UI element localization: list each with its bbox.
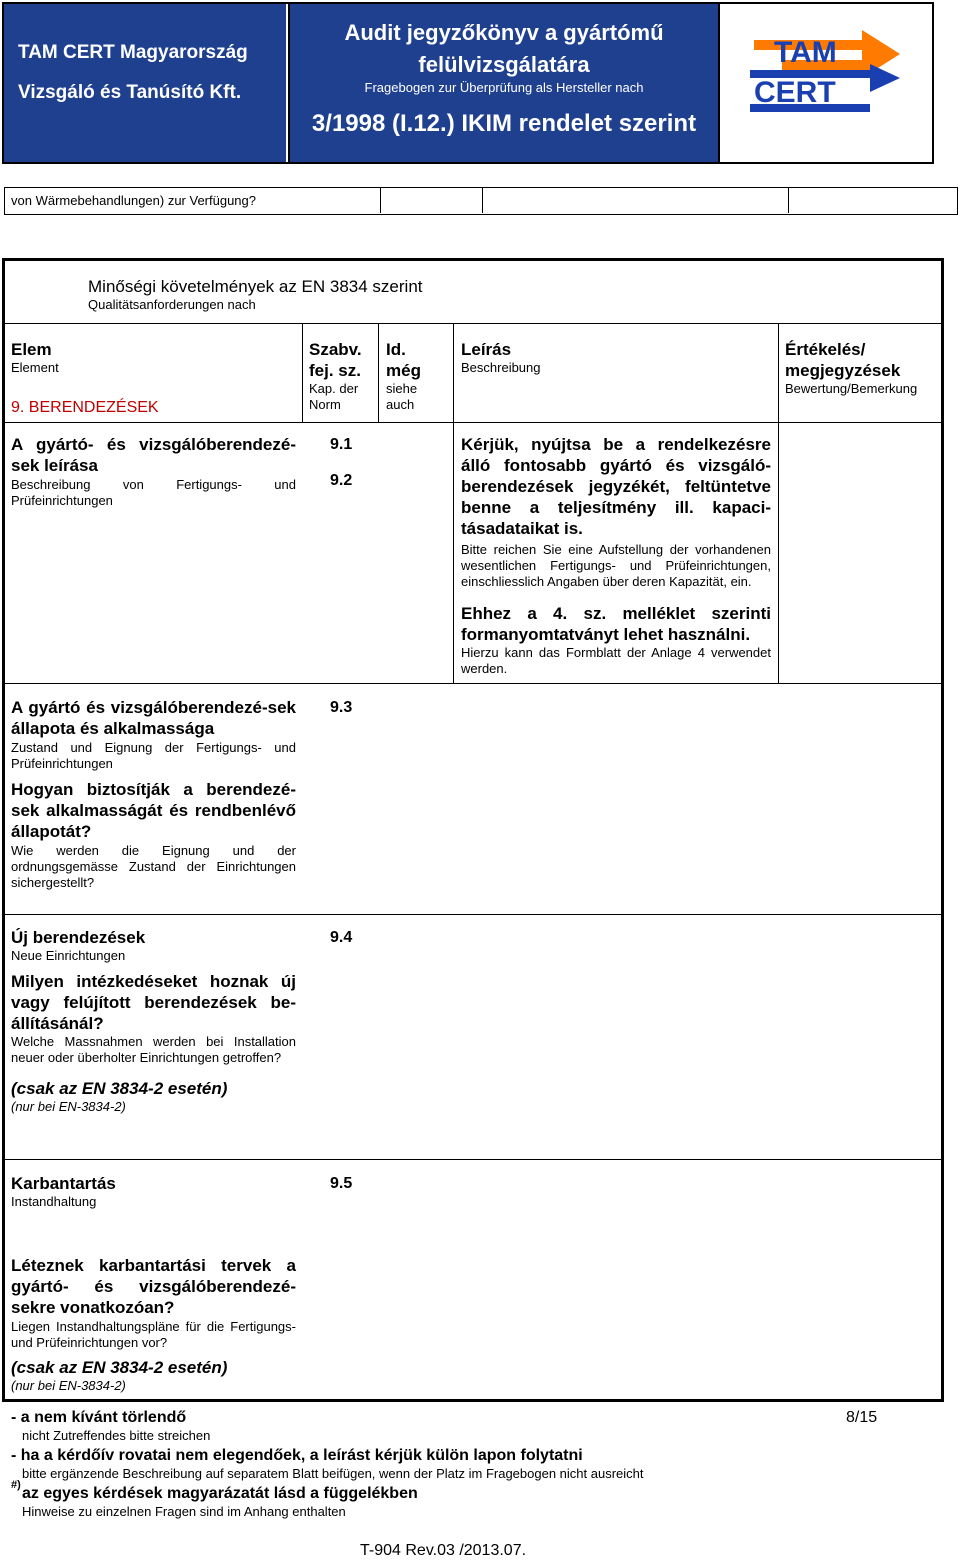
row-description-note: Ehhez a 4. sz. melléklet szerinti formanyomtatványt lehet használni. (461, 604, 771, 644)
page-number: 8/15 (846, 1409, 878, 1426)
row-norm-ref: 9.4 (330, 929, 353, 946)
footer-note-de: Hinweise zu einzelnen Fragen sind im Anhang enthalten (22, 1504, 346, 1519)
row-norm-ref: 9.2 (330, 472, 353, 489)
row-element-de: Zustand und Eignung der Fertigungs- und Prüfeinrichtungen (11, 740, 296, 771)
col-elem-header: Elem (11, 340, 52, 359)
header-company-cell (4, 4, 286, 162)
col-elem-header-de: Element (11, 360, 59, 375)
doc-title-line1: Audit jegyzőkönyv a gyártómű (344, 20, 664, 45)
row-question: Milyen intézkedéseket hoznak új vagy felújított berendezések be-állításánál? (11, 972, 296, 1033)
col-norm-header-de: Kap. der (309, 381, 359, 396)
col-norm-header-de: Norm (309, 397, 341, 412)
col-norm-header: Szabv. (309, 340, 362, 359)
continuation-row (4, 187, 958, 215)
doc-title-line2: felülvizsgálatára (418, 52, 590, 77)
row-question: Léteznek karbantartási tervek a gyártó- és vizsgálóberendezé-sekre vonatkozóan? (11, 1256, 296, 1317)
column-divider (788, 187, 789, 213)
header-logo-cell (720, 4, 928, 162)
col-eval-header-de: Bewertung/Bemerkung (785, 381, 918, 396)
regulation-title: 3/1998 (I.12.) IKIM rendelet szerint (311, 110, 697, 137)
row-element: A gyártó és vizsgálóberendezé-sek állapota és alkalmassága (11, 698, 296, 738)
row-applicability-note: (csak az EN 3834-2 esetén) (11, 1358, 228, 1377)
section-name: 9. BERENDEZÉSEK (11, 399, 159, 416)
doc-subtitle: Fragebogen zur Überprüfung als Hersteller nach (364, 80, 644, 95)
section-subtitle: Qualitätsanforderungen nach (88, 297, 256, 312)
continuation-text: von Wärmebehandlungen) zur Verfügung? (11, 193, 256, 208)
column-divider (482, 187, 483, 213)
row-description: Kérjük, nyújtsa be a rendelkezésre álló fontosabb gyártó és vizsgáló-berendezések jegyzékét, feltüntetve benne a teljesítmény ill. kapaci-tásadataikat is. (461, 435, 771, 538)
row-element-de: Neue Einrichtungen (11, 948, 126, 963)
company-subname: Vizsgáló és Tanúsító Kft. (18, 82, 242, 103)
footnote-mark: #) (11, 1479, 21, 1491)
col-desc-header-de: Beschreibung (461, 360, 541, 375)
col-ref-header: még (386, 361, 421, 380)
col-eval-header: megjegyzések (785, 361, 901, 380)
section-title: Minőségi követelmények az EN 3834 szerint (88, 277, 423, 296)
column-divider (380, 187, 381, 213)
column-divider (378, 323, 379, 423)
row-element: A gyártó- és vizsgálóberendezé-sek leírása (11, 435, 296, 475)
footer-note-de: nicht Zutreffendes bitte streichen (22, 1428, 211, 1443)
tam-cert-logo (744, 20, 904, 120)
footer-note-de: bitte ergänzende Beschreibung auf separatem Blatt beifügen, wenn der Platz im Fragebogen nicht ausreicht (22, 1466, 644, 1481)
row-element-de: Instandhaltung (11, 1194, 97, 1209)
col-ref-header-de: siehe (386, 381, 418, 396)
col-ref-header-de: auch (386, 397, 415, 412)
col-desc-header: Leírás (461, 340, 512, 359)
column-divider (453, 323, 454, 684)
row-element: Karbantartás (11, 1174, 116, 1193)
svg-text:CERT: CERT (754, 76, 836, 109)
svg-text:TAM: TAM (774, 36, 837, 69)
row-description-note-de: Hierzu kann das Formblatt der Anlage 4 verwendet werden. (461, 645, 771, 676)
row-applicability-note-de: (nur bei EN-3834-2) (11, 1099, 126, 1114)
row-norm-ref: 9.5 (330, 1175, 353, 1192)
row-norm-ref: 9.3 (330, 699, 353, 716)
row-element-de: Beschreibung von Fertigungs- und Prüfeinrichtungen (11, 477, 296, 508)
row-applicability-note-de: (nur bei EN-3834-2) (11, 1378, 126, 1393)
row-element: Új berendezések (11, 928, 146, 947)
row-question: Hogyan biztosítják a berendezé-sek alkalmasságát és rendbenlévő állapotát? (11, 780, 296, 841)
column-divider (302, 323, 303, 423)
row-question-de: Liegen Instandhaltungspläne für die Fertigungs- und Prüfeinrichtungen vor? (11, 1319, 296, 1350)
col-ref-header: Id. (386, 340, 406, 359)
footer-note: - a nem kívánt törlendő (11, 1409, 187, 1426)
document-id: T-904 Rev.03 /2013.07. (360, 1542, 527, 1559)
footer-note: az egyes kérdések magyarázatát lásd a függelékben (22, 1485, 418, 1502)
table-rule (5, 1159, 941, 1160)
table-rule (5, 683, 941, 684)
row-norm-ref: 9.1 (330, 436, 353, 453)
col-eval-header: Értékelés/ (785, 340, 866, 359)
column-divider (778, 323, 779, 684)
row-question-de: Wie werden die Eignung und der ordnungsgemässe Zustand der Einrichtungen sichergestellt? (11, 843, 296, 890)
row-description-de: Bitte reichen Sie eine Aufstellung der vorhandenen wesentlichen Fertigungs- und Prüfeinrichtungen, einschliesslich Angaben über deren Kapazität, ein. (461, 542, 771, 589)
evaluation-cell[interactable] (780, 423, 938, 683)
col-norm-header: fej. sz. (309, 361, 361, 380)
row-question-de: Welche Massnahmen werden bei Installation neuer oder überholter Einrichtungen getroffen? (11, 1034, 296, 1065)
table-rule (5, 323, 941, 324)
company-name: TAM CERT Magyarország (18, 42, 248, 63)
table-rule (5, 914, 941, 915)
row-applicability-note: (csak az EN 3834-2 esetén) (11, 1079, 228, 1098)
footer-note: - ha a kérdőív rovatai nem elegendőek, a leírást kérjük külön lapon folytatni (11, 1447, 583, 1464)
header-title-cell (290, 4, 718, 162)
